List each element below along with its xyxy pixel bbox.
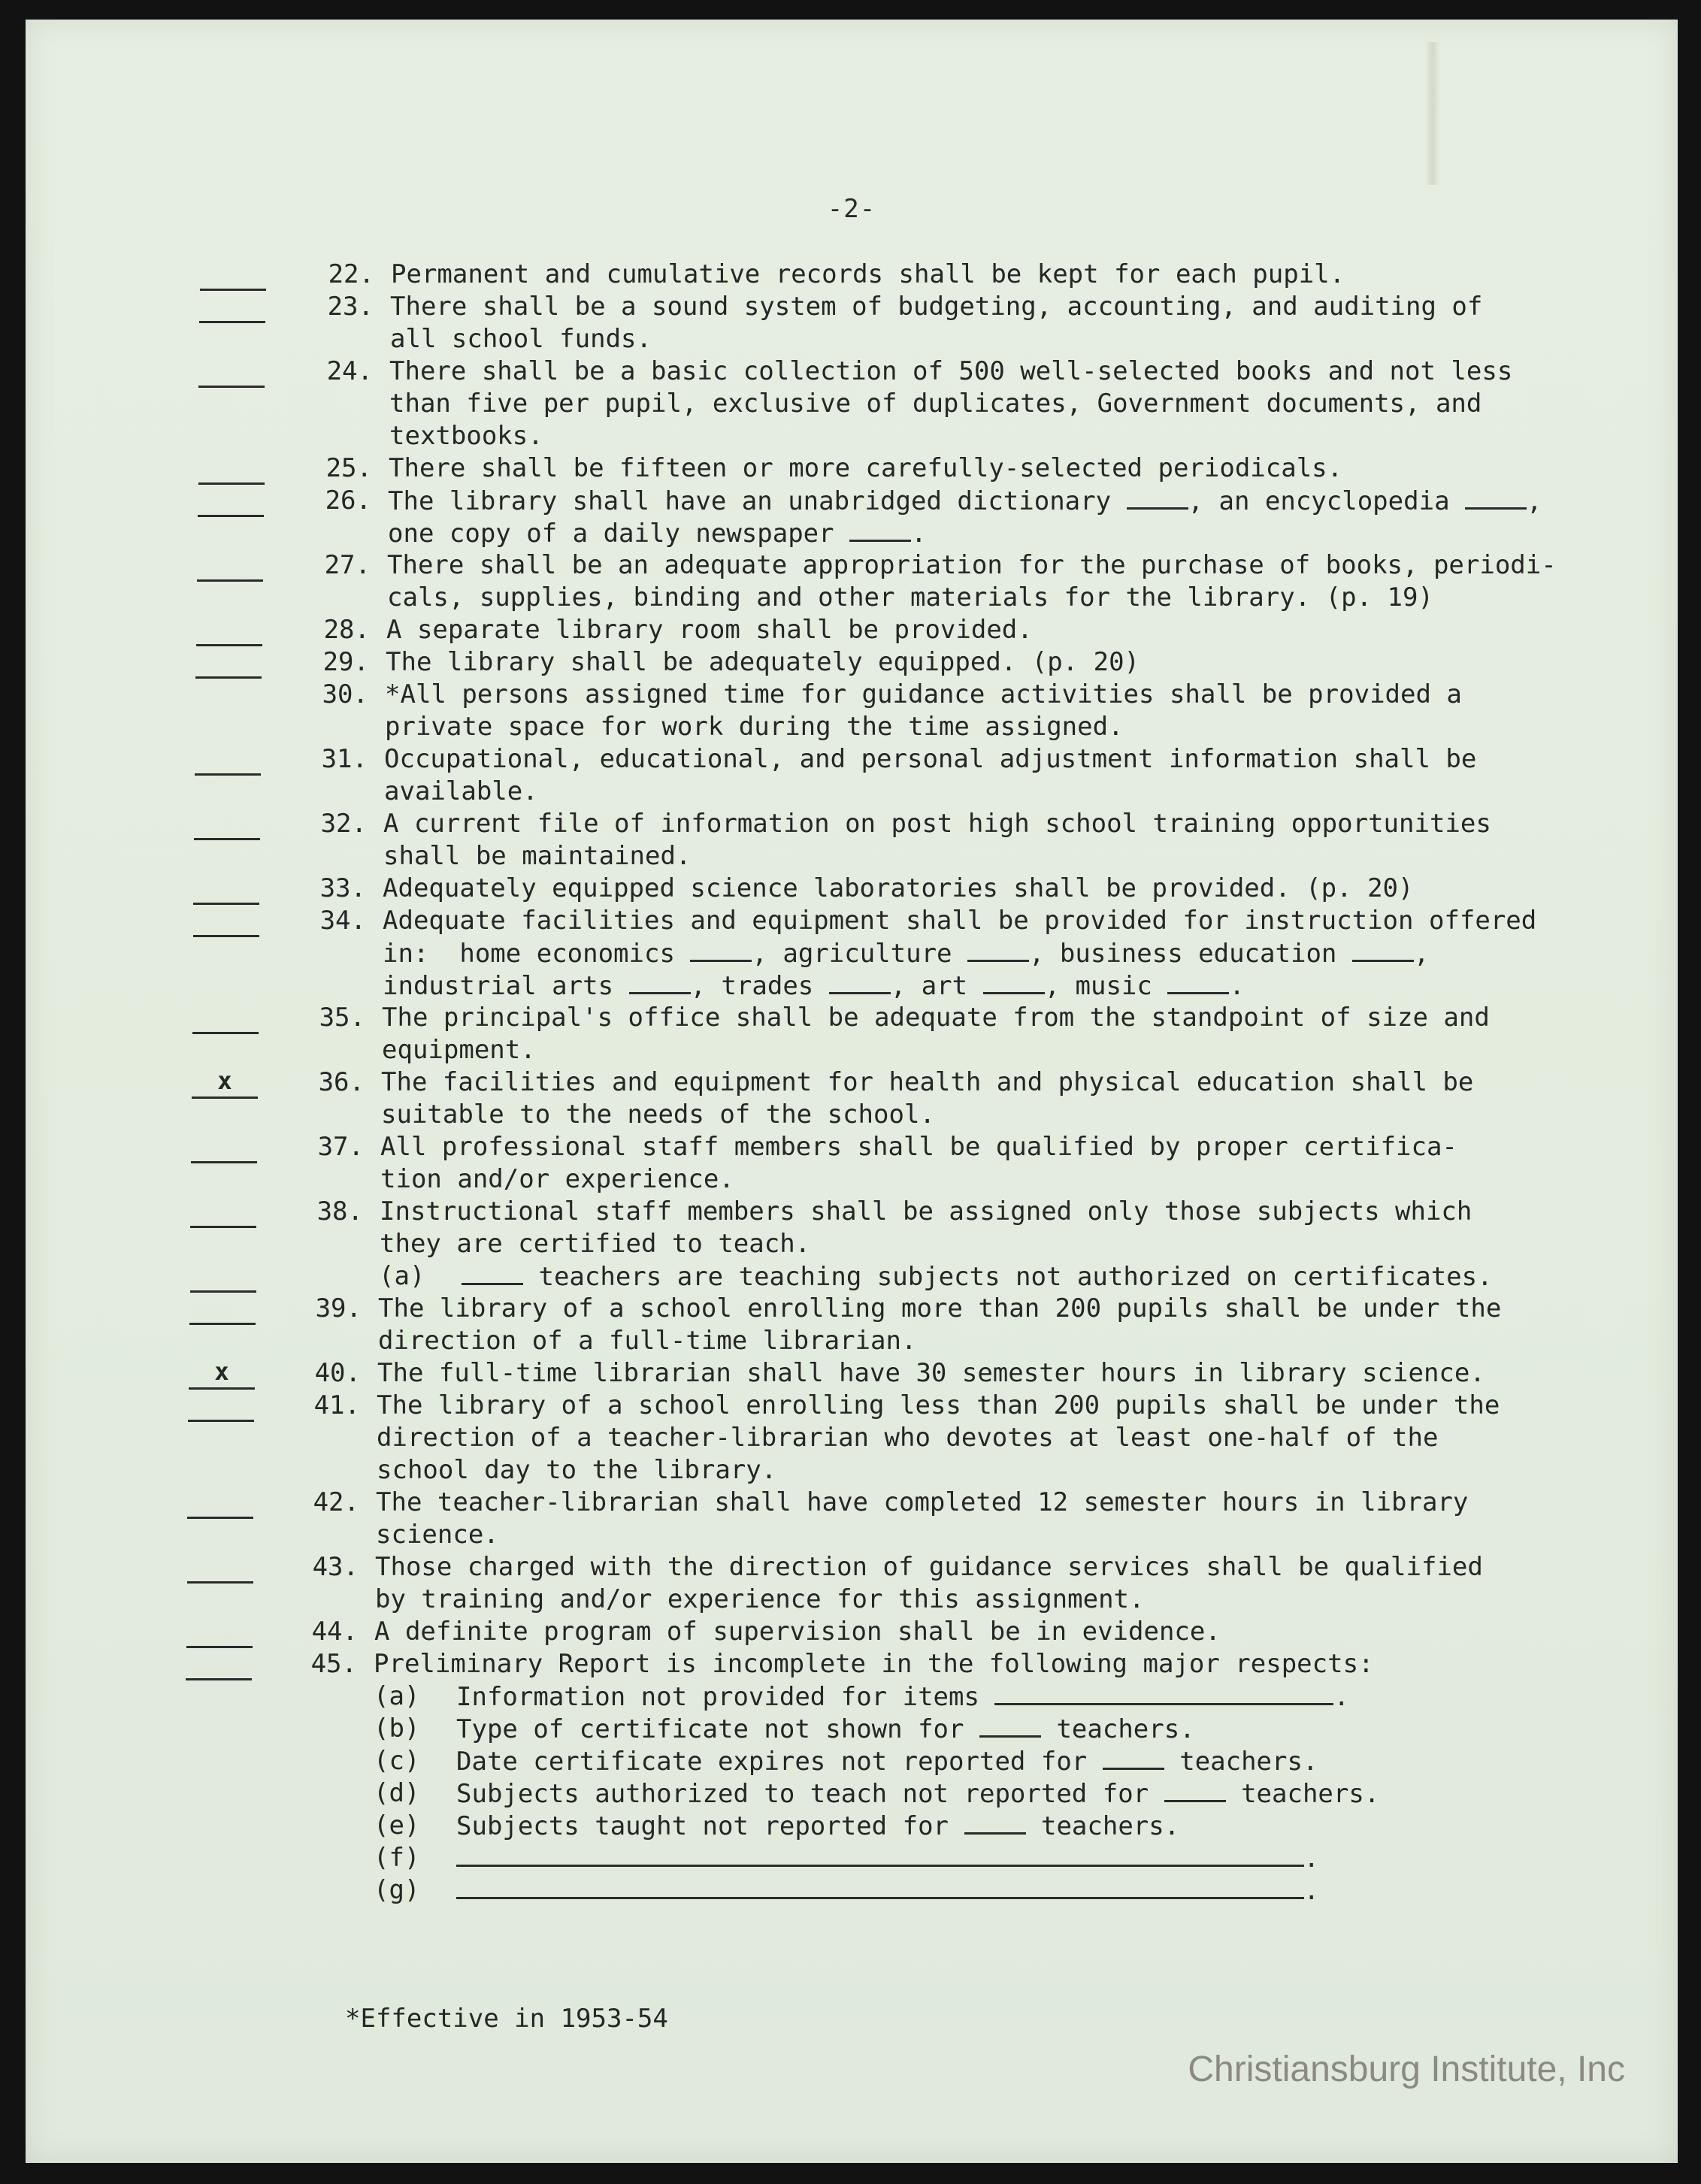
item-number: 35. xyxy=(319,1003,365,1033)
checklist-item xyxy=(26,259,1678,291)
check-blank[interactable] xyxy=(198,355,265,388)
item-text: There shall be a basic collection of 500 well-selected books and not less xyxy=(389,356,1513,386)
item-text: There shall be a sound system of budgeting, accounting, and auditing of xyxy=(390,292,1483,322)
check-blank[interactable] xyxy=(196,614,262,646)
item-text: by training and/or experience for this assignment. xyxy=(375,1584,1145,1614)
item-line xyxy=(26,549,1678,582)
item-line xyxy=(26,582,1678,614)
item-number: 24. xyxy=(326,356,373,386)
check-blank[interactable] xyxy=(200,259,266,291)
check-blank[interactable] xyxy=(193,873,259,905)
item-line xyxy=(26,743,1678,776)
item-number: 23. xyxy=(327,292,374,322)
item-line xyxy=(26,1228,1678,1260)
item-line xyxy=(26,969,1678,1002)
item-text: than five per pupil, exclusive of duplicates, Government documents, and xyxy=(389,389,1482,419)
check-blank[interactable] xyxy=(195,743,261,776)
item-line xyxy=(26,1648,1678,1680)
sub-item-label: (d) xyxy=(374,1778,420,1808)
footnote: *Effective in 1953-54 xyxy=(345,2004,668,2034)
document-page xyxy=(26,20,1678,2163)
sub-item-label: (a) xyxy=(379,1261,425,1291)
sub-item-text: . xyxy=(456,1842,1319,1875)
item-number: 33. xyxy=(319,873,366,903)
checklist xyxy=(26,259,1678,1907)
item-number: 43. xyxy=(312,1552,359,1582)
report-sub-item xyxy=(26,1680,1678,1713)
item-line xyxy=(26,776,1678,808)
checklist-item xyxy=(26,614,1678,646)
item-number: 26. xyxy=(325,486,371,516)
item-text: All professional staff members shall be qualified by proper certifica- xyxy=(380,1132,1457,1162)
item-number: 30. xyxy=(322,679,368,709)
item-line xyxy=(26,873,1678,905)
check-blank[interactable] xyxy=(199,291,265,323)
checklist-item xyxy=(26,1131,1678,1196)
item-line xyxy=(26,840,1678,873)
sub-item-label: (a) xyxy=(374,1681,420,1711)
item-line xyxy=(26,1616,1678,1648)
item-number: 36. xyxy=(318,1067,365,1097)
checklist-item xyxy=(26,1357,1678,1390)
item-text: The full-time librarian shall have 30 semester hours in library science. xyxy=(377,1358,1485,1388)
checklist-item xyxy=(26,1260,1678,1293)
item-number: 29. xyxy=(322,647,369,677)
item-line xyxy=(26,1325,1678,1357)
fill-in-blank[interactable] xyxy=(967,937,1029,962)
item-number: 34. xyxy=(319,906,366,936)
checklist-item xyxy=(26,355,1678,452)
item-text: The library shall be adequately equipped. (p. 20) xyxy=(386,647,1140,677)
item-text: one copy of a daily newspaper . xyxy=(388,519,927,549)
item-line xyxy=(26,1002,1678,1034)
item-line xyxy=(26,1422,1678,1454)
checklist-item xyxy=(26,1487,1678,1551)
fill-in-blank[interactable] xyxy=(1465,485,1527,510)
checklist-item xyxy=(26,485,1678,549)
checklist-item xyxy=(26,743,1678,808)
item-text: in: home economics , agriculture , business education , xyxy=(383,939,1430,969)
watermark: Christiansburg Institute, Inc xyxy=(1188,2049,1625,2089)
item-line xyxy=(26,1034,1678,1066)
item-line xyxy=(26,808,1678,840)
checklist-item xyxy=(26,905,1678,1002)
checklist-item xyxy=(26,808,1678,873)
item-line xyxy=(26,259,1678,291)
item-line xyxy=(26,1066,1678,1099)
sub-item-text: Information not provided for items . xyxy=(456,1682,1349,1712)
report-sub-item xyxy=(26,1745,1678,1777)
check-blank[interactable] xyxy=(187,1551,253,1584)
item-text: tion and/or experience. xyxy=(380,1164,734,1194)
item-text: Instructional staff members shall be assigned only those subjects which xyxy=(380,1196,1472,1227)
item-line xyxy=(26,323,1678,355)
fill-in-blank[interactable] xyxy=(964,1810,1026,1835)
item-line xyxy=(26,1099,1678,1131)
check-blank[interactable] xyxy=(190,1260,256,1293)
item-number: 22. xyxy=(328,259,374,289)
sub-item-text: Subjects taught not reported for teachers. xyxy=(456,1811,1180,1841)
fill-in-blank[interactable] xyxy=(829,969,891,994)
item-line xyxy=(26,452,1678,485)
sub-item-text: Date certificate expires not reported for teachers. xyxy=(456,1747,1318,1777)
item-text: Adequate facilities and equipment shall be provided for instruction offered xyxy=(383,906,1537,936)
sub-item-label: (f) xyxy=(374,1843,420,1873)
fill-in-blank[interactable] xyxy=(983,969,1045,994)
checklist-item xyxy=(26,1066,1678,1131)
check-blank[interactable] xyxy=(194,808,260,840)
item-text: direction of a teacher-librarian who devotes at least one-half of the xyxy=(377,1423,1439,1453)
item-text: A separate library room shall be provided. xyxy=(386,615,1033,645)
item-number: 40. xyxy=(314,1358,361,1388)
item-line xyxy=(26,1196,1678,1228)
item-number: 44. xyxy=(311,1617,358,1647)
checklist-item xyxy=(26,1390,1678,1487)
check-blank[interactable] xyxy=(186,1616,253,1648)
fill-in-blank[interactable] xyxy=(849,517,911,542)
check-blank[interactable] xyxy=(188,1390,254,1422)
item-number: 37. xyxy=(317,1132,364,1162)
checklist-item xyxy=(26,1196,1678,1260)
item-text: Adequately equipped science laboratories shall be provided. (p. 20) xyxy=(383,873,1414,903)
checklist-item xyxy=(26,873,1678,905)
item-text: shall be maintained. xyxy=(383,841,692,871)
check-blank[interactable] xyxy=(198,452,265,485)
item-line xyxy=(26,355,1678,388)
item-number: 28. xyxy=(323,615,370,645)
check-blank[interactable]: x xyxy=(189,1357,255,1390)
item-line xyxy=(26,646,1678,679)
check-blank[interactable] xyxy=(189,1293,256,1325)
item-line xyxy=(26,291,1678,323)
item-line xyxy=(26,388,1678,420)
sub-item-label: (e) xyxy=(374,1810,420,1841)
checklist-item xyxy=(26,291,1678,355)
sub-item-label: (c) xyxy=(374,1746,420,1776)
item-text: equipment. xyxy=(382,1035,536,1065)
item-text: The principal's office shall be adequate from the standpoint of size and xyxy=(382,1003,1490,1033)
report-sub-item xyxy=(26,1842,1678,1874)
item-number: 38. xyxy=(316,1196,363,1227)
fill-in-blank[interactable] xyxy=(994,1680,1333,1705)
checklist-item xyxy=(26,679,1678,743)
sub-item-text: Subjects authorized to teach not reported for teachers. xyxy=(456,1779,1380,1809)
item-number: 41. xyxy=(313,1390,360,1420)
item-line xyxy=(26,1454,1678,1487)
item-line xyxy=(26,1163,1678,1196)
item-number: 42. xyxy=(313,1487,359,1517)
report-sub-item xyxy=(26,1874,1678,1907)
item-line xyxy=(26,1131,1678,1163)
item-text: suitable to the needs of the school. xyxy=(381,1100,935,1130)
checklist-item xyxy=(26,1551,1678,1616)
item-text: science. xyxy=(376,1520,499,1550)
item-line xyxy=(26,1487,1678,1519)
check-blank[interactable] xyxy=(198,485,264,517)
item-text: The facilities and equipment for health and physical education shall be xyxy=(381,1067,1474,1097)
item-text: There shall be fifteen or more carefully-selected periodicals. xyxy=(389,453,1343,483)
checklist-item xyxy=(26,549,1678,614)
fill-in-blank[interactable] xyxy=(456,1874,1304,1899)
item-text: all school funds. xyxy=(390,324,652,354)
fill-in-blank[interactable] xyxy=(979,1713,1041,1738)
item-line xyxy=(26,905,1678,937)
report-sub-item xyxy=(26,1810,1678,1842)
report-sub-item xyxy=(26,1777,1678,1810)
fill-in-blank[interactable] xyxy=(629,969,691,994)
item-text: Permanent and cumulative records shall be kept for each pupil. xyxy=(391,259,1345,289)
item-number: 32. xyxy=(320,809,367,839)
paper-crease xyxy=(1425,42,1440,185)
item-number: 39. xyxy=(315,1293,362,1323)
item-number: 45. xyxy=(310,1649,357,1679)
fill-in-blank[interactable] xyxy=(456,1842,1304,1867)
check-blank[interactable] xyxy=(186,1648,252,1680)
item-line xyxy=(26,1519,1678,1551)
item-line xyxy=(26,1357,1678,1390)
item-text: A definite program of supervision shall be in evidence. xyxy=(374,1617,1221,1647)
item-text: industrial arts , trades , art , music . xyxy=(383,971,1245,1001)
item-text: The library of a school enrolling less than 200 pupils shall be under the xyxy=(377,1390,1500,1420)
check-blank[interactable] xyxy=(193,905,259,937)
check-blank[interactable] xyxy=(195,646,262,679)
item-line xyxy=(26,485,1678,517)
item-text: they are certified to teach. xyxy=(380,1229,811,1259)
item-number: 31. xyxy=(321,744,368,774)
sub-item-text: . xyxy=(456,1874,1319,1907)
item-text: Occupational, educational, and personal adjustment information shall be xyxy=(384,744,1477,774)
page-number: -2- xyxy=(827,194,876,224)
fill-in-blank[interactable] xyxy=(1164,1777,1226,1802)
item-line xyxy=(26,679,1678,711)
item-text: The library shall have an unabridged dictionary , an encyclopedia , xyxy=(388,486,1542,516)
sub-item-label: (g) xyxy=(374,1875,420,1905)
item-text: school day to the library. xyxy=(377,1455,777,1485)
checklist-item xyxy=(26,1616,1678,1648)
item-text: available. xyxy=(384,776,538,806)
item-line xyxy=(26,1390,1678,1422)
checklist-item xyxy=(26,1002,1678,1066)
sub-item-text: Type of certificate not shown for teachers. xyxy=(456,1714,1195,1744)
item-text: A current file of information on post high school training opportunities xyxy=(383,809,1491,839)
item-text: The library of a school enrolling more than 200 pupils shall be under the xyxy=(378,1293,1502,1323)
checklist-item xyxy=(26,1648,1678,1680)
item-text: There shall be an adequate appropriation for the purchase of books, periodi- xyxy=(387,550,1557,580)
item-text: The teacher-librarian shall have completed 12 semester hours in library xyxy=(376,1487,1469,1517)
item-line xyxy=(26,1551,1678,1584)
fill-in-blank[interactable] xyxy=(1103,1745,1164,1770)
fill-in-blank[interactable] xyxy=(1352,937,1414,962)
item-line xyxy=(26,420,1678,452)
check-blank[interactable] xyxy=(191,1131,257,1163)
check-blank[interactable]: x xyxy=(192,1066,258,1099)
check-blank[interactable] xyxy=(187,1487,253,1519)
item-text: teachers are teaching subjects not authorized on certificates. xyxy=(462,1260,1493,1293)
item-line xyxy=(26,614,1678,646)
checklist-item xyxy=(26,1293,1678,1357)
checklist-item xyxy=(26,452,1678,485)
item-number: 25. xyxy=(325,453,372,483)
item-line xyxy=(26,937,1678,969)
fill-in-blank[interactable] xyxy=(462,1260,523,1285)
item-line xyxy=(26,711,1678,743)
item-line xyxy=(26,1293,1678,1325)
fill-in-blank[interactable] xyxy=(1167,969,1229,994)
item-text: Preliminary Report is incomplete in the following major respects: xyxy=(374,1649,1374,1679)
item-text: private space for work during the time assigned. xyxy=(385,712,1124,742)
item-text: Those charged with the direction of guidance services shall be qualified xyxy=(375,1552,1483,1582)
item-line xyxy=(26,1260,1678,1293)
fill-in-blank[interactable] xyxy=(1127,485,1188,510)
check-blank[interactable] xyxy=(192,1002,259,1034)
checklist-item xyxy=(26,646,1678,679)
item-text: *All persons assigned time for guidance activities shall be provided a xyxy=(385,679,1462,709)
report-sub-item xyxy=(26,1713,1678,1745)
item-line xyxy=(26,517,1678,549)
item-text: textbooks. xyxy=(389,421,543,451)
item-line xyxy=(26,1584,1678,1616)
item-text: direction of a full-time librarian. xyxy=(378,1326,917,1356)
item-number: 27. xyxy=(324,550,371,580)
check-blank[interactable] xyxy=(197,549,263,582)
item-text: cals, supplies, binding and other materials for the library. (p. 19) xyxy=(387,582,1433,613)
sub-item-label: (b) xyxy=(374,1714,420,1744)
fill-in-blank[interactable] xyxy=(690,937,752,962)
check-blank[interactable] xyxy=(190,1196,256,1228)
